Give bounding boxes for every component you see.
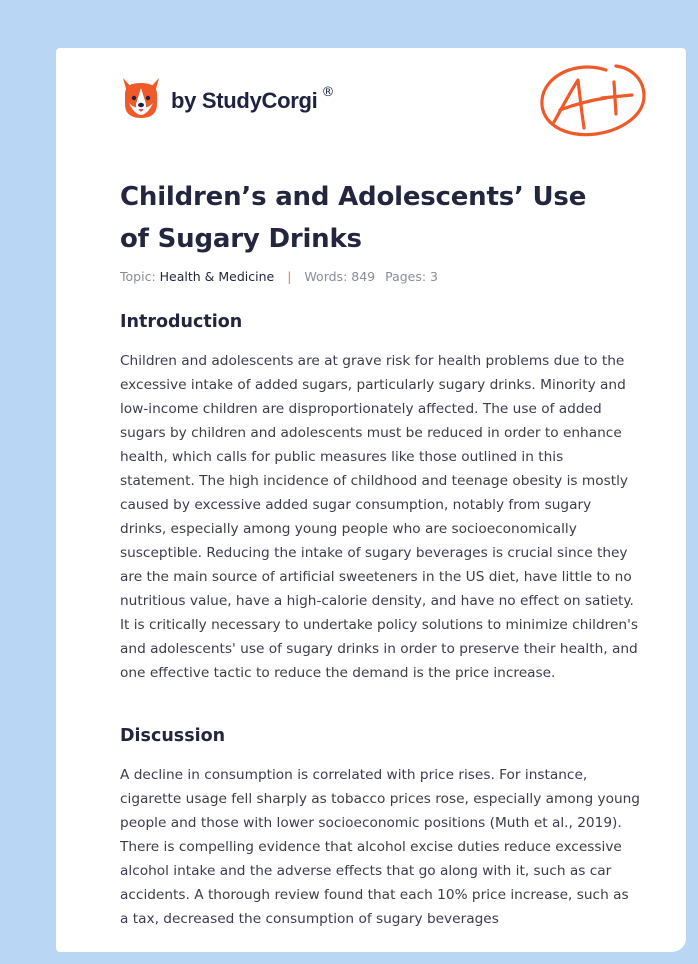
registered-mark: ® xyxy=(321,84,335,100)
document-title: Children’s and Adolescents’ Use of Sugary Drinks xyxy=(120,182,587,254)
page-count: Pages: 3 xyxy=(385,269,439,284)
topic-link[interactable]: Health & Medicine xyxy=(159,269,275,284)
word-count: Words: 849 xyxy=(304,269,376,284)
corgi-logo-icon xyxy=(120,74,162,120)
document-meta xyxy=(120,269,438,284)
brand-name[interactable]: by StudyCorgi xyxy=(171,88,318,113)
document-page xyxy=(56,48,686,952)
section-text-introduction: Children and adolescents are at grave risk for health problems due to the excessive intake of added sugars, particularly sugary drinks. Minority and low-income children are disproportionately affected. The use of added sugars by children and adolescents must be reduced in order to enhance health, which calls for public measures like those outlined in this statement. The high incidence of childhood and teenage obesity is mostly caused by excessive added sugar consumption, notably from sugary drinks, especially among young people who are socioeconomically susceptible. Reducing the intake of sugary beverages is crucial since they are the main source of artificial sweeteners in the US diet, have little to no nutritious value, have a high-calorie density, and have no effect on satiety. It is critically necessary to undertake policy solutions to minimize children's and adolescents' use of sugary drinks in order to preserve their health, and one effective tactic to reduce the demand is the price increase. xyxy=(120,353,638,681)
section-heading-introduction: Introduction xyxy=(120,312,243,332)
section-heading-discussion: Discussion xyxy=(120,726,226,746)
section-text-discussion: A decline in consumption is correlated with price rises. For instance, cigarette usage fell sharply as tobacco prices rose, especially among young people and those with lower socioeconomic positions (Muth et al., 2019). There is compelling evidence that alcohol excise duties reduce excessive alcohol intake and the adverse effects that go along with it, such as car accidents. A thorough review found that each 10% price increase, such as a tax, decreased the consumption of sugary beverages xyxy=(120,767,640,927)
topic-label: Topic: xyxy=(120,269,156,284)
a-plus-grade-icon xyxy=(536,58,651,143)
site-header xyxy=(120,74,334,120)
meta-separator: | xyxy=(287,269,292,284)
